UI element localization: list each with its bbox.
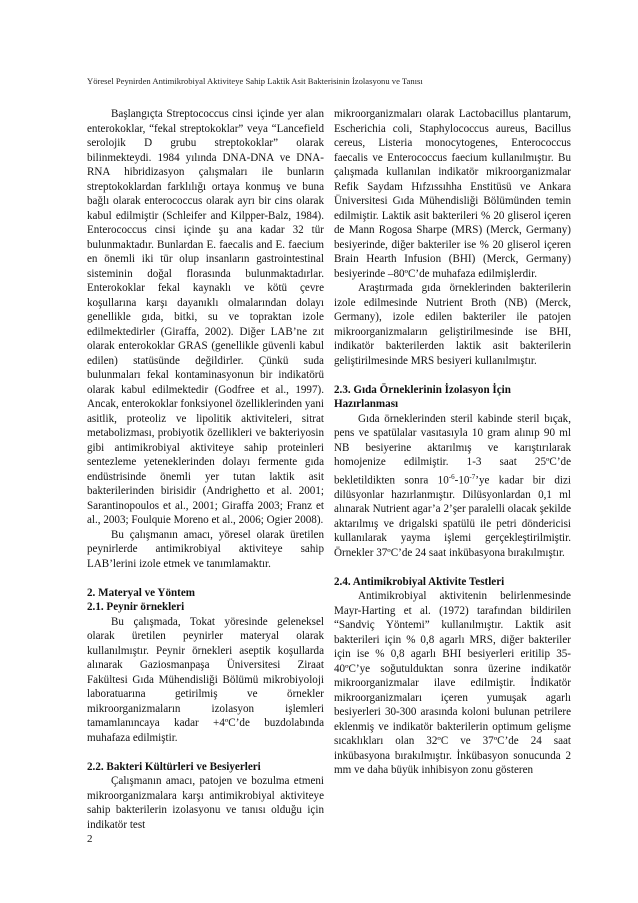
page-number: 2 bbox=[87, 833, 93, 845]
dilution-exponent-2: -7 bbox=[469, 472, 476, 481]
intro-paragraph: Başlangıçta Streptococcus cinsi içinde yer alan enterokoklar, “fekal streptokoklar” veya “Lancefield serolojik D grubu streptokoklar” olarak bilinmekteydi. 1984 yılında DNA-DNA ve DNA-RNA hibridizasyon çalışmaları ile bunların streptokoklardan farklılığı ortaya konmuş ve buna bağlı olarak enterococcus olarak ayrı bir cins olarak kabul edilmiştir (Schleifer and Kilpper-Balz, 1984). Enterococcus cinsi içinde şu ana kadar 32 tür bulunmaktadır. Bunlardan E. faecalis and E. faecium en önemli iki tür olup insanların gastrointestinal sisteminin doğal florasında bulunmaktadırlar. Enterokoklar fekal kaynaklı ve kötü çevre koşullarına karşı dayanıklı olmalarından dolayı genellikle gıda, bitki, su ve topraktan izole edilmektedirler (Giraffa, 2002). Diğer LAB’ne zıt olarak enterokoklar GRAS (genellikle güvenli kabul edilen) statüsünde değildirler. Çünkü suda bulunmaları fekal kontaminasyonun bir indikatörü olarak kabul edilmektedir (Godfree et al., 1997). Ancak, enterokoklar fonksiyonel özelliklerinden yani asitlik, proteoliz ve lipolitik aktiviteleri, sitrat metabolizması, probiyotik özellikleri ve bakteriyosin gibi antimikrobiyal aktiviteye sahip proteinleri sentezleme yeteneklerinden dolayı fermente gıda endüstrisinde önemli yer tutan laktik asit bakterilerinden birisidir (Andrighetto et al. 2001; Sarantinopoulos et al., 2001; Giraffa 2003; Franz et al., 2003; Foulquie Moreno et al., 2006; Ogier 2008). bbox=[87, 108, 324, 526]
section-heading-methods: 2. Materyal ve Yöntem bbox=[87, 586, 196, 599]
media-paragraph: Araştırmada gıda örneklerinden bakterilerin izole edilmesinde Nutrient Broth (NB) (Merck, Germany), izole edilen bakteriler ile patojen mikroorganizmaların geliştirilmesinde ise BHI, indikatör bakterilerden laktik asit bakterilerin geliştirilmesinde MRS besiyeri kullanılmıştır. bbox=[334, 282, 571, 367]
aim-paragraph: Bu çalışmanın amacı, yöresel olarak üretilen peynirlerde antimikrobiyal aktiviteye sahip LAB’lerini izole etmek ve tanımlamaktır. bbox=[87, 528, 324, 570]
sample-prep-text-b: -10 bbox=[454, 474, 470, 487]
spacer bbox=[87, 571, 324, 586]
sample-prep-text-a: Gıda örneklerinden steril kabinde steril bıçak, pens ve spatülalar vasıtasıyla 10 gram alınıp 90 ml NB besiyerine aktarılmış ve karıştırılarak homojenize edilmiştir. 1-3 saat 25ºC’de bekletildikten sonra 10 bbox=[334, 412, 571, 487]
dilution-exponent-1: -6 bbox=[448, 472, 455, 481]
subsection-heading-antimicrobial: 2.4. Antimikrobiyal Aktivite Testleri bbox=[334, 575, 505, 588]
running-header: Yöresel Peynirden Antimikrobiyal Aktiviteye Sahip Laktik Asit Bakterisinin İzolasyonu ve Tanısı bbox=[87, 76, 423, 86]
antimicrobial-paragraph: Antimikrobiyal aktivitenin belirlenmesinde Mayr-Harting et al. (1972) tarafından bildirilen “Sandviç Yöntemi” kullanılmıştır. Laktik asit bakterileri için % 0,8 agarlı MRS, diğer bakteriler için ise % 0,8 agarlı BHI besiyerleri eritilip 35-40ºC’ye soğutulduktan sonra üzerine indikatör mikroorganizmalar ilave edilmiştir. İndikatör mikroorganizmaları içeren yumuşak agarlı besiyerleri 30-300 arasında koloni bulunan petrilere eklenmiş ve indikatör bakterilerin optimum gelişme sıcaklıkları olan 32ºC ve 37ºC’de 24 saat inkübasyona bırakılmıştır. İnkübasyon sonucunda 2 mm ve daha büyük inhibisyon zonu gösteren bbox=[334, 590, 571, 777]
subsection-heading-cultures: 2.2. Bakteri Kültürleri ve Besiyerleri bbox=[87, 760, 261, 773]
left-column bbox=[87, 107, 324, 832]
subsection-heading-sample-prep: 2.3. Gıda Örneklerinin İzolasyon İçin Hazırlanması bbox=[334, 383, 511, 410]
subsection-heading-cheese-samples: 2.1. Peynir örnekleri bbox=[87, 601, 185, 613]
sample-prep-text-c: ’ye kadar bir dizi dilüsyonlar hazırlanmıştır. Dilüsyonlardan 0,1 ml alınarak Nutrient agar’a 2’şer paralelli olacak şekilde aktarılmış ve drigalski spatülü ile petri döndericisi kullanılarak yayma işlemi gerçekleştirilmiştir. Örnekler 37ºC’de 24 saat inkübasyona bırakılmıştır. bbox=[334, 474, 571, 559]
sample-prep-paragraph bbox=[334, 412, 571, 561]
cheese-samples-paragraph: Bu çalışmada, Tokat yöresinde geleneksel olarak üretilen peynirler materyal olarak kullanılmıştır. Peynir örnekleri aseptik koşullarda alınarak Gaziosmanpaşa Üniversitesi Ziraat Fakültesi Gıda Mühendisliği Bölümü mikrobiyoloji laboratuarına getirilmiş ve örnekler mikroorganizmaların izolasyon işlemleri tamamlanıncaya kadar +4ºC’de buzdolabında muhafaza edilmiştir. bbox=[87, 615, 324, 744]
right-column bbox=[334, 107, 571, 778]
spacer bbox=[334, 560, 571, 575]
spacer bbox=[87, 745, 324, 760]
indicator-organisms-paragraph: mikroorganizmaları olarak Lactobacillus plantarum, Escherichia coli, Staphylococcus aureus, Bacillus cereus, Listeria monocytogenes, Enterococcus faecalis ve Enterococcus faecium kullanılmıştır. Bu çalışmada kullanılan indikatör mikroorganizmalar Refik Saydam Hıfzıssıhha Enstitüsü ve Ankara Üniversitesi Gıda Mühendisliği Bölümünden temin edilmiştir. Laktik asit bakterileri % 20 gliserol içeren de Mann Rogosa Sharpe (MRS) (Merck, Germany) besiyerinde, diğer bakteriler ise % 20 gliserol içeren Brain Hearth Infusion (BHI) (Merck, Germany) besiyerinde –80ºC’de muhafaza edilmişlerdir. bbox=[334, 108, 571, 280]
spacer bbox=[334, 368, 571, 383]
cultures-paragraph: Çalışmanın amacı, patojen ve bozulma etmeni mikroorganizmalara karşı antimikrobiyal aktiviteye sahip bakterilerin izolasyonu ve tanısı olduğu için indikatör test bbox=[87, 775, 324, 831]
